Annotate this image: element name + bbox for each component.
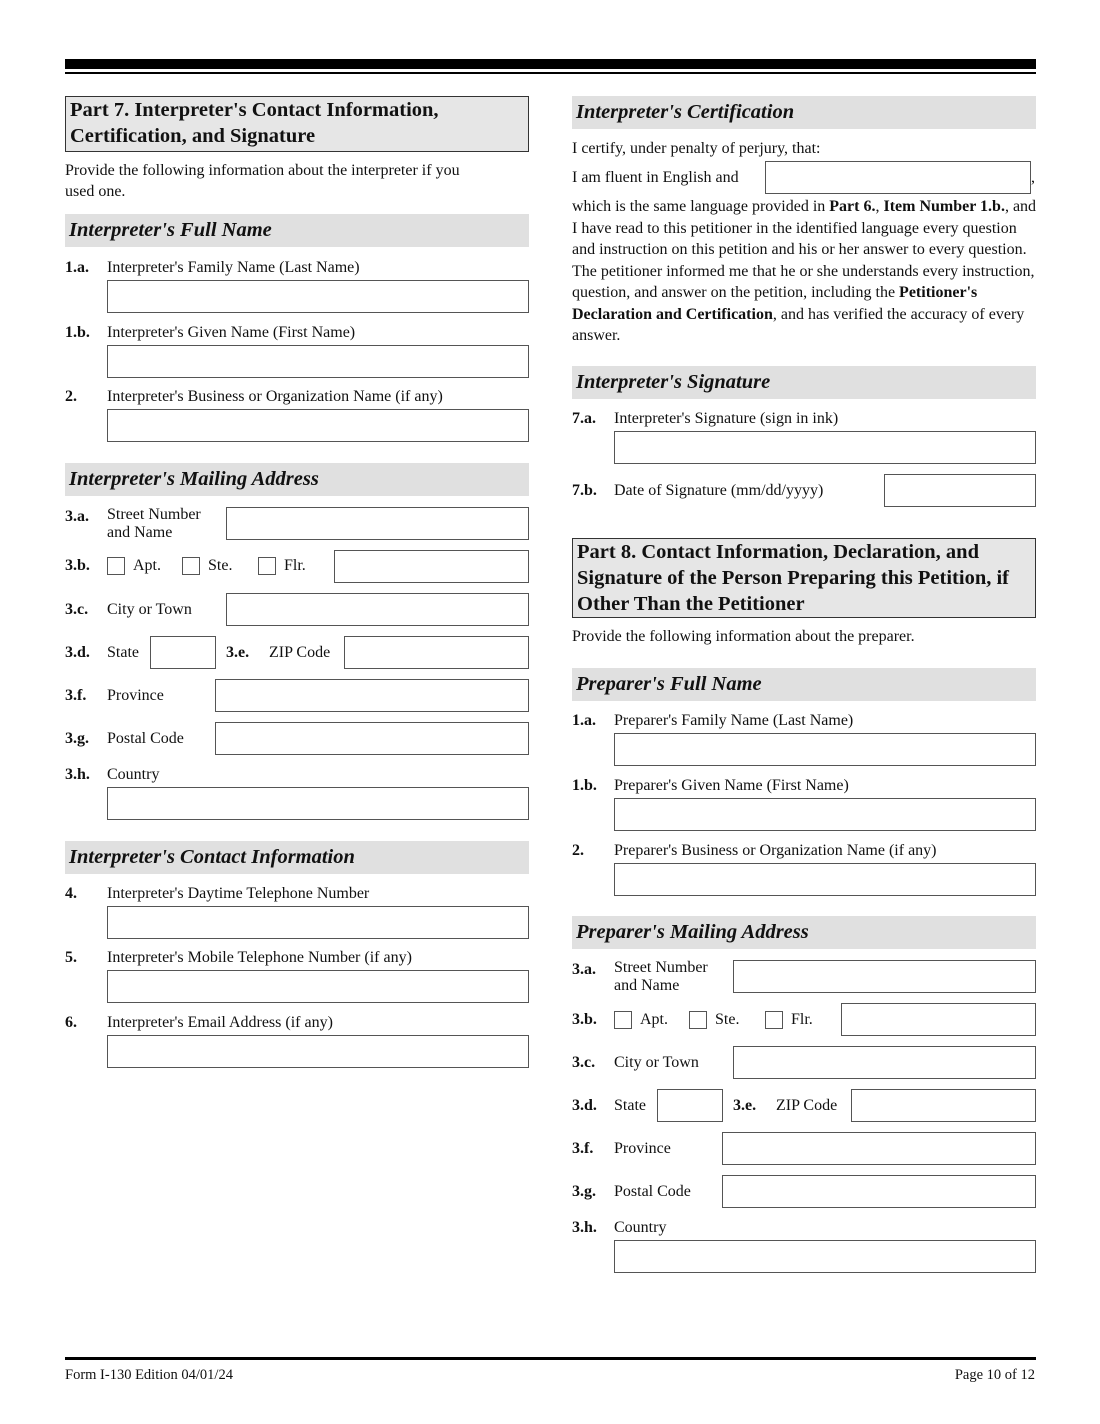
interpreter-signature-heading: Interpreter's Signature	[572, 366, 1036, 399]
item-number: 3.e.	[226, 644, 250, 661]
footer-rule	[65, 1357, 1036, 1360]
item-number: 3.b.	[572, 1011, 597, 1028]
interpreter-postal-code-input[interactable]	[215, 722, 529, 755]
ste-checkbox[interactable]	[182, 557, 200, 575]
item-number: 3.g.	[65, 730, 89, 747]
fluent-text: I am fluent in English and	[572, 169, 739, 186]
field-label: Interpreter's Email Address (if any)	[107, 1014, 333, 1031]
interpreter-city-input[interactable]	[226, 593, 529, 626]
field-label: Interpreter's Daytime Telephone Number	[107, 885, 370, 902]
field-label: Interpreter's Given Name (First Name)	[107, 324, 356, 341]
field-label: Date of Signature (mm/dd/yyyy)	[614, 482, 824, 499]
flr-label: Flr.	[284, 557, 306, 574]
field-label: Street Number	[107, 506, 201, 523]
field-label: Street Number	[614, 959, 708, 976]
preparer-postal-code-input[interactable]	[722, 1175, 1036, 1208]
interpreter-mobile-phone-input[interactable]	[107, 970, 529, 1003]
top-rule-thin	[65, 72, 1036, 74]
item-number: 3.a.	[65, 508, 89, 525]
part8-title-line1: Part 8. Contact Information, Declaration, and	[577, 541, 979, 563]
field-label: Interpreter's Business or Organization Name (if any)	[107, 388, 443, 405]
field-label: State	[614, 1097, 646, 1114]
flr-checkbox[interactable]	[765, 1011, 783, 1029]
interpreter-given-name-input[interactable]	[107, 345, 529, 378]
item-number: 3.e.	[733, 1097, 757, 1114]
certify-text: I certify, under penalty of perjury, that:	[572, 140, 821, 157]
item-number: 2.	[65, 388, 77, 405]
item-number: 3.h.	[572, 1219, 597, 1236]
field-label: Country	[107, 766, 160, 783]
item-number: 7.b.	[572, 482, 597, 499]
item-number: 4.	[65, 885, 77, 902]
field-label: Preparer's Given Name (First Name)	[614, 777, 849, 794]
language-input[interactable]	[765, 161, 1031, 194]
signature-date-input[interactable]	[884, 474, 1036, 507]
part7-intro-line1: Provide the following information about the interpreter if you	[65, 162, 460, 179]
field-label: Interpreter's Family Name (Last Name)	[107, 259, 360, 276]
part8-header	[572, 538, 1036, 618]
part8-title-line2: Signature of the Person Preparing this Petition, if	[577, 567, 1009, 589]
field-label: Preparer's Business or Organization Name (if any)	[614, 842, 937, 859]
item-number: 3.a.	[572, 961, 596, 978]
apt-label: Apt.	[133, 557, 161, 574]
item-number: 5.	[65, 949, 77, 966]
footer-page-number: Page 10 of 12	[954, 1367, 1035, 1383]
interpreter-family-name-input[interactable]	[107, 280, 529, 313]
interpreter-country-input[interactable]	[107, 787, 529, 820]
item-number: 2.	[572, 842, 584, 859]
preparer-full-name-heading: Preparer's Full Name	[572, 668, 1036, 701]
preparer-street-input[interactable]	[733, 960, 1036, 993]
preparer-country-input[interactable]	[614, 1240, 1036, 1273]
field-label: Postal Code	[107, 730, 184, 747]
flr-label: Flr.	[791, 1011, 813, 1028]
part7-title-line2: Certification, and Signature	[70, 125, 316, 147]
item-number: 3.d.	[65, 644, 90, 661]
preparer-mailing-address-heading: Preparer's Mailing Address	[572, 916, 1036, 949]
item-number: 6.	[65, 1014, 77, 1031]
interpreter-daytime-phone-input[interactable]	[107, 906, 529, 939]
field-label: Interpreter's Signature (sign in ink)	[614, 410, 839, 427]
item-number: 3.c.	[572, 1054, 596, 1071]
item-number: 3.d.	[572, 1097, 597, 1114]
item-number: 1.a.	[572, 712, 596, 729]
field-label: Province	[107, 687, 164, 704]
field-label: and Name	[107, 524, 173, 541]
interpreter-state-input[interactable]	[150, 636, 216, 669]
part7-intro-line2: used one.	[65, 183, 126, 200]
interpreter-mailing-address-heading: Interpreter's Mailing Address	[65, 463, 529, 496]
item-number: 7.a.	[572, 410, 596, 427]
item-number: 3.c.	[65, 601, 89, 618]
field-label: Interpreter's Mobile Telephone Number (if any)	[107, 949, 412, 966]
field-label: City or Town	[107, 601, 192, 618]
interpreter-full-name-heading: Interpreter's Full Name	[65, 214, 529, 247]
field-label: ZIP Code	[269, 644, 331, 661]
item-number: 1.a.	[65, 259, 89, 276]
preparer-given-name-input[interactable]	[614, 798, 1036, 831]
interpreter-zip-input[interactable]	[344, 636, 529, 669]
top-rule-thick	[65, 59, 1036, 69]
preparer-unit-number-input[interactable]	[841, 1003, 1036, 1036]
interpreter-province-input[interactable]	[215, 679, 529, 712]
interpreter-email-input[interactable]	[107, 1035, 529, 1068]
interpreter-street-input[interactable]	[226, 507, 529, 540]
interpreter-contact-info-heading: Interpreter's Contact Information	[65, 841, 529, 874]
field-label: State	[107, 644, 139, 661]
part8-intro: Provide the following information about the preparer.	[572, 628, 915, 645]
ste-label: Ste.	[715, 1011, 740, 1028]
apt-label: Apt.	[640, 1011, 668, 1028]
certification-paragraph: which is the same language provided in Part 6., Item Number 1.b., and I have read to this petitioner in the identified language every question and instruction on this petition and his or her answer to every question. The petitioner informed me that he or she understands every instruction, question, and answer on the petition, including the Petitioner's Declaration and Certification, and has verified the accuracy of every answer.	[572, 198, 1037, 344]
preparer-family-name-input[interactable]	[614, 733, 1036, 766]
item-number: 3.b.	[65, 557, 90, 574]
apt-checkbox[interactable]	[107, 557, 125, 575]
item-number: 1.b.	[572, 777, 597, 794]
part8-title-line3: Other Than the Petitioner	[577, 593, 805, 615]
part7-title-line1: Part 7. Interpreter's Contact Information,	[70, 99, 439, 121]
item-number: 3.h.	[65, 766, 90, 783]
field-label: ZIP Code	[776, 1097, 838, 1114]
field-label: Province	[614, 1140, 671, 1157]
preparer-business-name-input[interactable]	[614, 863, 1036, 896]
ste-checkbox[interactable]	[689, 1011, 707, 1029]
item-number: 3.f.	[572, 1140, 594, 1157]
part7-header	[65, 96, 529, 152]
field-label: and Name	[614, 977, 680, 994]
item-number: 3.g.	[572, 1183, 596, 1200]
flr-checkbox[interactable]	[258, 557, 276, 575]
preparer-city-input[interactable]	[733, 1046, 1036, 1079]
interpreter-certification-heading: Interpreter's Certification	[572, 96, 1036, 129]
ste-label: Ste.	[208, 557, 233, 574]
preparer-province-input[interactable]	[722, 1132, 1036, 1165]
field-label: Country	[614, 1219, 667, 1236]
apt-checkbox[interactable]	[614, 1011, 632, 1029]
comma: ,	[1031, 169, 1035, 186]
interpreter-signature-input[interactable]	[614, 431, 1036, 464]
preparer-state-input[interactable]	[657, 1089, 723, 1122]
preparer-zip-input[interactable]	[851, 1089, 1036, 1122]
item-number: 1.b.	[65, 324, 90, 341]
field-label: City or Town	[614, 1054, 699, 1071]
interpreter-unit-number-input[interactable]	[334, 550, 529, 583]
interpreter-business-name-input[interactable]	[107, 409, 529, 442]
item-number: 3.f.	[65, 687, 87, 704]
field-label: Preparer's Family Name (Last Name)	[614, 712, 854, 729]
field-label: Postal Code	[614, 1183, 691, 1200]
footer-form-edition: Form I-130 Edition 04/01/24	[65, 1367, 233, 1383]
